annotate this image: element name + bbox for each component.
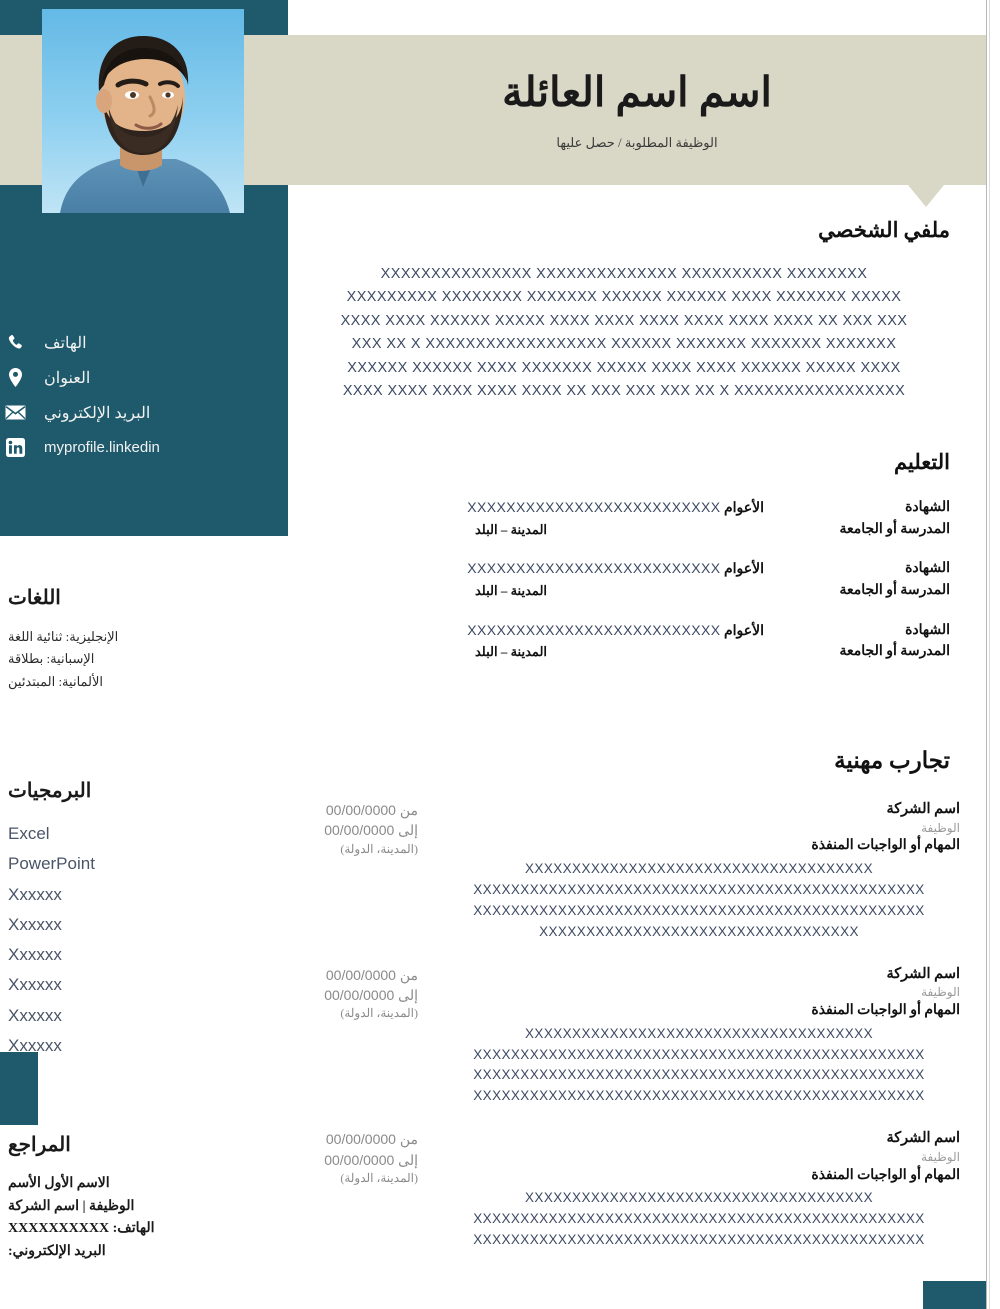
contact-row-linkedin[interactable] <box>0 430 268 465</box>
software-item: Xxxxxx <box>8 914 62 934</box>
header-subtitle: الوظيفة المطلوبة / حصل عليها <box>556 134 718 150</box>
education-entry-right <box>782 497 960 540</box>
contact-label-address: العنوان <box>44 369 91 387</box>
profile-line: XXXX XXXX XXXXXX XXXXX XXXX XXXX XXXX XXXX XXXX XXXX XX XXX XXX <box>340 312 908 329</box>
page-title: اسم اسم العائلة <box>502 69 772 116</box>
education-degree: الشهادة <box>905 561 950 577</box>
experience-entry <box>288 800 960 943</box>
experience-duty-line: XXXXXXXXXXXXXXXXXXXXXXXXXXXXXXXXXXXXXXXXXXXXXXXX <box>473 1046 925 1062</box>
contact-row-phone[interactable] <box>0 325 268 360</box>
education-years-label: الأعوام <box>723 623 764 639</box>
experience-company: اسم الشركة <box>886 801 960 817</box>
profile-line: XXXXXXXXX XXXXXXXX XXXXXXX XXXXXX XXXXXX XXXX XXXXXXX XXXXX <box>346 289 902 306</box>
education-entry <box>288 620 960 663</box>
experience-location: (المدينة، الدولة) <box>340 1170 418 1185</box>
education-school: المدرسة أو الجامعة <box>839 521 950 537</box>
experience-date-to: إلى 00/00/0000 <box>324 822 418 839</box>
experience-duty-line: XXXXXXXXXXXXXXXXXXXXXXXXXXXXXXXXXXXXX <box>525 1025 873 1041</box>
experience-duty-line: XXXXXXXXXXXXXXXXXXXXXXXXXXXXXXXXXX <box>539 923 859 939</box>
location-pin-icon <box>0 368 30 387</box>
education-entry-left <box>288 497 782 540</box>
education-years-row <box>288 558 764 581</box>
experience-duty-lines <box>438 859 960 943</box>
contact-label-linkedin: myprofile.linkedin <box>44 439 160 456</box>
page-border-inner <box>986 0 987 1309</box>
education-years-value: XXXXXXXXXXXXXXXXXXXXXXXXXX <box>467 499 721 515</box>
software-item: Xxxxxx <box>8 975 62 995</box>
section-software <box>0 778 268 1061</box>
contact-label-email: البريد الإلكتروني <box>44 404 151 422</box>
experience-company: اسم الشركة <box>886 965 960 982</box>
education-degree: الشهادة <box>905 500 950 515</box>
education-years-row <box>288 497 764 520</box>
software-item: Xxxxxx <box>8 945 62 964</box>
accent-block-bottom-right <box>923 1281 986 1309</box>
language-item: الإنجليزية: ثنائية اللغة <box>8 629 119 644</box>
contact-label-phone: الهاتف <box>44 334 87 352</box>
section-heading-profile: ملفي الشخصي <box>818 218 950 242</box>
software-item: Excel <box>8 824 50 843</box>
language-item: الألمانية: المبتدئين <box>8 673 104 689</box>
education-entry-left <box>288 620 782 663</box>
profile-photo-image <box>42 9 244 213</box>
education-school: المدرسة أو الجامعة <box>839 583 950 599</box>
software-item: Xxxxxx <box>8 884 62 904</box>
accent-block-left <box>0 1052 38 1125</box>
section-heading-software: البرمجيات <box>8 780 92 802</box>
page-border-outer <box>989 0 990 1309</box>
experience-duty-line: XXXXXXXXXXXXXXXXXXXXXXXXXXXXXXXXXXXXXXXXXXXXXXXX <box>473 902 925 918</box>
experience-body <box>428 800 960 943</box>
experience-body <box>428 1129 960 1251</box>
avatar <box>42 9 244 213</box>
education-list <box>288 497 960 663</box>
software-item: Xxxxxx <box>8 1005 62 1025</box>
header-notch-triangle <box>908 185 944 207</box>
section-profile <box>288 218 960 404</box>
section-heading-references: المراجع <box>8 1134 71 1156</box>
experience-body <box>428 965 960 1108</box>
experience-duties-label: المهام أو الواجبات المنفذة <box>811 1003 960 1018</box>
experience-dates <box>288 965 428 1108</box>
profile-line: XXXX XXXX XXXX XXXX XXXX XX XXX XXX XXX XX X XXXXXXXXXXXXXXXXX <box>342 383 906 400</box>
education-degree: الشهادة <box>905 622 950 638</box>
experience-role: الوظيفة <box>921 985 960 1000</box>
profile-text-block <box>288 263 960 404</box>
language-item: الإسبانية: بطلاقة <box>8 651 95 667</box>
experience-dates <box>288 800 428 943</box>
education-school: المدرسة أو الجامعة <box>839 644 950 660</box>
education-entry <box>288 558 960 601</box>
software-item: PowerPoint <box>8 854 95 874</box>
experience-date-from: من 00/00/0000 <box>325 802 418 818</box>
section-heading-languages: اللغات <box>8 587 61 609</box>
education-entry-left <box>288 558 782 601</box>
education-place: المدينة – البلد <box>474 583 548 599</box>
section-languages <box>0 585 268 693</box>
experience-entry <box>288 1129 960 1251</box>
experience-duty-line: XXXXXXXXXXXXXXXXXXXXXXXXXXXXXXXXXXXXX <box>525 1190 873 1206</box>
experience-date-to: إلى 00/00/0000 <box>324 986 418 1003</box>
education-place: المدينة – البلد <box>474 644 548 660</box>
profile-line: XXXXXXXXXXXXXXX XXXXXXXXXXXXXX XXXXXXXXXX XXXXXXXX <box>380 266 868 282</box>
profile-line: XXXXXX XXXXXX XXXX XXXXXXX XXXXX XXXX XXXX XXXXXX XXXXX XXXX <box>347 359 901 376</box>
education-years-value: XXXXXXXXXXXXXXXXXXXXXXXXXX <box>467 560 721 577</box>
experience-duty-line: XXXXXXXXXXXXXXXXXXXXXXXXXXXXXXXXXXXXXXXXXXXXXXXX <box>473 1067 925 1083</box>
education-entry <box>288 497 960 540</box>
education-entry-right <box>782 558 960 601</box>
section-experience <box>288 748 960 1273</box>
experience-date-from: من 00/00/0000 <box>325 1131 418 1148</box>
reference-email: البريد الإلكتروني: <box>8 1244 106 1260</box>
contact-row-email[interactable] <box>0 395 268 430</box>
reference-role-company: الوظيفة | اسم الشركة <box>8 1198 135 1214</box>
reference-name: الاسم الأول الأسم <box>8 1176 110 1191</box>
section-heading-experience: تجارب مهنية <box>834 748 950 773</box>
experience-duty-line: XXXXXXXXXXXXXXXXXXXXXXXXXXXXXXXXXXXXXXXXXXXXXXXX <box>473 1232 925 1248</box>
education-entry-right <box>782 620 960 663</box>
phone-icon <box>0 334 30 351</box>
experience-duties-label: المهام أو الواجبات المنفذة <box>811 838 960 854</box>
contact-list <box>0 325 268 465</box>
experience-duty-line: XXXXXXXXXXXXXXXXXXXXXXXXXXXXXXXXXXXXX <box>525 860 873 876</box>
linkedin-icon[interactable] <box>0 438 30 457</box>
experience-duties-label: المهام أو الواجبات المنفذة <box>811 1167 960 1183</box>
experience-duty-line: XXXXXXXXXXXXXXXXXXXXXXXXXXXXXXXXXXXXXXXXXXXXXXXX <box>473 1088 925 1104</box>
contact-row-address[interactable] <box>0 360 268 395</box>
education-years-row <box>288 620 764 643</box>
profile-line: XXX XX X XXXXXXXXXXXXXXXXXX XXXXXX XXXXXXX XXXXXXX XXXXXXX <box>351 336 897 353</box>
software-item: Xxxxxx <box>8 1035 62 1055</box>
education-years-label: الأعوام <box>723 562 764 578</box>
experience-date-from: من 00/00/0000 <box>325 966 418 983</box>
experience-duty-line: XXXXXXXXXXXXXXXXXXXXXXXXXXXXXXXXXXXXXXXXXXXXXXXX <box>473 1211 925 1227</box>
experience-entry <box>288 965 960 1108</box>
experience-dates <box>288 1129 428 1251</box>
experience-location: (المدينة، الدولة) <box>340 1006 418 1021</box>
experience-date-to: إلى 00/00/0000 <box>324 1151 418 1168</box>
education-years-value: XXXXXXXXXXXXXXXXXXXXXXXXXX <box>467 621 721 638</box>
section-heading-education: التعليم <box>894 450 950 474</box>
reference-phone: الهاتف: XXXXXXXXXX <box>8 1221 155 1237</box>
experience-duty-lines <box>438 1024 960 1108</box>
education-place: المدينة – البلد <box>474 521 548 537</box>
envelope-icon <box>0 405 30 420</box>
experience-duty-lines <box>438 1188 960 1251</box>
header-text-group <box>288 35 986 185</box>
experience-duty-line: XXXXXXXXXXXXXXXXXXXXXXXXXXXXXXXXXXXXXXXXXXXXXXXX <box>473 881 925 897</box>
experience-list <box>288 800 960 1251</box>
education-years-label: الأعوام <box>723 501 764 516</box>
experience-company: اسم الشركة <box>886 1130 960 1147</box>
experience-role: الوظيفة <box>921 820 960 835</box>
section-education <box>288 450 960 681</box>
experience-location: (المدينة، الدولة) <box>340 841 418 856</box>
section-references <box>0 1132 268 1264</box>
experience-role: الوظيفة <box>921 1149 960 1164</box>
